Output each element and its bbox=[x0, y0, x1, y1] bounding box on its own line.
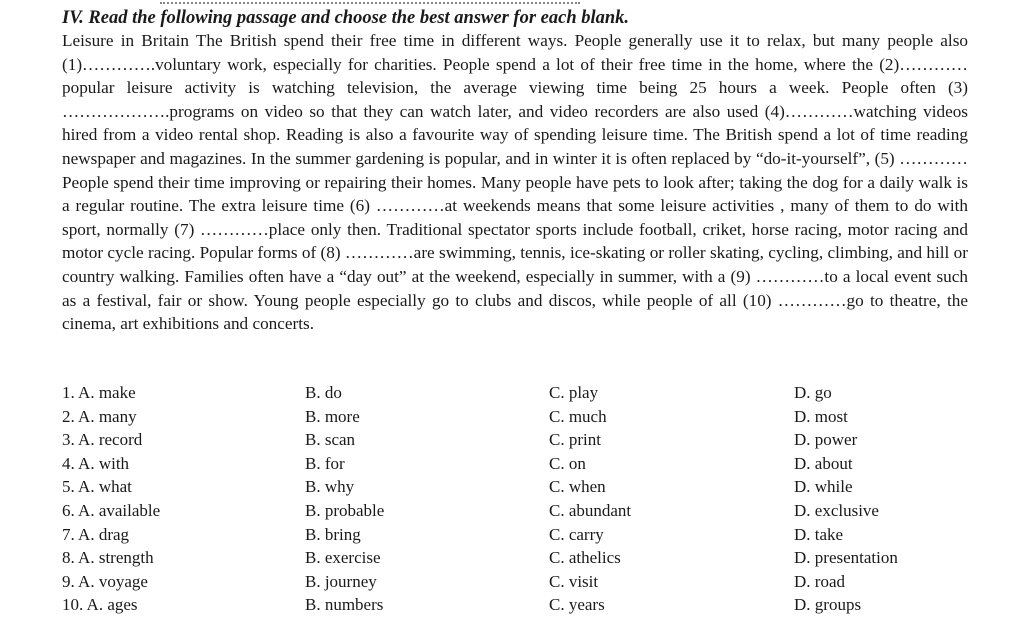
option-a: 4. A. with bbox=[62, 453, 130, 473]
option-d: D. take bbox=[794, 524, 844, 544]
cropped-next-heading bbox=[62, 618, 962, 627]
option-c: C. much bbox=[549, 406, 607, 426]
option-b: B. more bbox=[305, 406, 360, 426]
option-d: D. presentation bbox=[794, 548, 898, 568]
answer-options bbox=[62, 381, 968, 617]
option-a: 5. A. what bbox=[62, 477, 132, 497]
option-a: 10. A. ages bbox=[62, 595, 138, 615]
option-c: C. years bbox=[549, 595, 605, 615]
option-d: D. groups bbox=[794, 595, 862, 615]
reading-passage: Leisure in Britain The British spend their free time in different ways. People generally use it to relax, but many people also (1)………….voluntary work, especially for charities. People spend a lot of their free time in the home, where the (2)…………popular leisure activity is watching television, the average viewing time being 25 hours a week. People often (3) ……………….programs on video so that they can watch later, and video recorders are also used (4)…………watching videos hired from a video rental shop. Reading is also a favourite way of spending leisure time. The British spend a lot of time reading newspaper and magazines. In the summer gardening is popular, and in winter it is often replaced by “do-it-yourself”, (5) ………… People spend their time improving or repairing their homes. Many people have pets to look after; taking the dog for a daily walk is a regular routine. The extra leisure time (6) …………at weekends means that some leisure activities , many of them to do with sport, normally (7) …………place only then. Traditional spectator sports include football, criket, horse racing, motor racing and motor cycle racing. Popular forms of (8) …………are swimming, tennis, ice-skating or roller skating, cycling, climbing, and hill or country walking. Families often have a “day out” at the weekend, especially in summer, with a (9) …………to a local event such as a festival, fair or show. Young people especially go to clubs and discos, while people of all (10) …………go to theatre, the cinema, art exhibitions and concerts. bbox=[62, 31, 968, 334]
option-c: C. visit bbox=[549, 571, 599, 591]
question-options-row bbox=[62, 428, 968, 452]
option-c: C. athelics bbox=[549, 548, 621, 568]
option-b: B. scan bbox=[305, 430, 356, 450]
option-a: 8. A. strength bbox=[62, 548, 154, 568]
option-c: C. carry bbox=[549, 524, 604, 544]
option-a: 7. A. drag bbox=[62, 524, 130, 544]
option-d: D. road bbox=[794, 571, 845, 591]
option-a: 1. A. make bbox=[62, 383, 136, 402]
option-b: B. journey bbox=[305, 571, 377, 591]
option-d: D. about bbox=[794, 453, 853, 473]
option-d: D. most bbox=[794, 406, 848, 426]
option-b: B. exercise bbox=[305, 548, 381, 568]
option-d: D. exclusive bbox=[794, 500, 879, 520]
option-b: B. numbers bbox=[305, 595, 384, 615]
option-a: 6. A. available bbox=[62, 500, 161, 520]
cropped-previous-line bbox=[0, 0, 1024, 6]
option-c: C. on bbox=[549, 453, 586, 473]
option-a: 9. A. voyage bbox=[62, 571, 148, 591]
option-d: D. power bbox=[794, 430, 858, 450]
option-c: C. play bbox=[549, 383, 599, 402]
option-a: 2. A. many bbox=[62, 406, 137, 426]
question-options-row bbox=[62, 381, 968, 405]
option-d: D. go bbox=[794, 383, 832, 402]
option-b: B. do bbox=[305, 383, 342, 402]
option-b: B. why bbox=[305, 477, 355, 497]
option-c: C. abundant bbox=[549, 500, 632, 520]
option-a: 3. A. record bbox=[62, 430, 143, 450]
question-options-row bbox=[62, 546, 968, 570]
option-b: B. probable bbox=[305, 500, 385, 520]
option-b: B. for bbox=[305, 453, 345, 473]
option-c: C. print bbox=[549, 430, 601, 450]
option-d: D. while bbox=[794, 477, 853, 497]
question-options-row bbox=[62, 452, 968, 476]
question-options-row bbox=[62, 523, 968, 547]
section-heading: IV. Read the following passage and choose the best answer for each blank. bbox=[62, 8, 630, 28]
question-options-row bbox=[62, 499, 968, 523]
question-options-row bbox=[62, 475, 968, 499]
question-options-row bbox=[62, 570, 968, 594]
question-options-row bbox=[62, 405, 968, 429]
option-c: C. when bbox=[549, 477, 606, 497]
question-options-row bbox=[62, 593, 968, 617]
option-b: B. bring bbox=[305, 524, 361, 544]
